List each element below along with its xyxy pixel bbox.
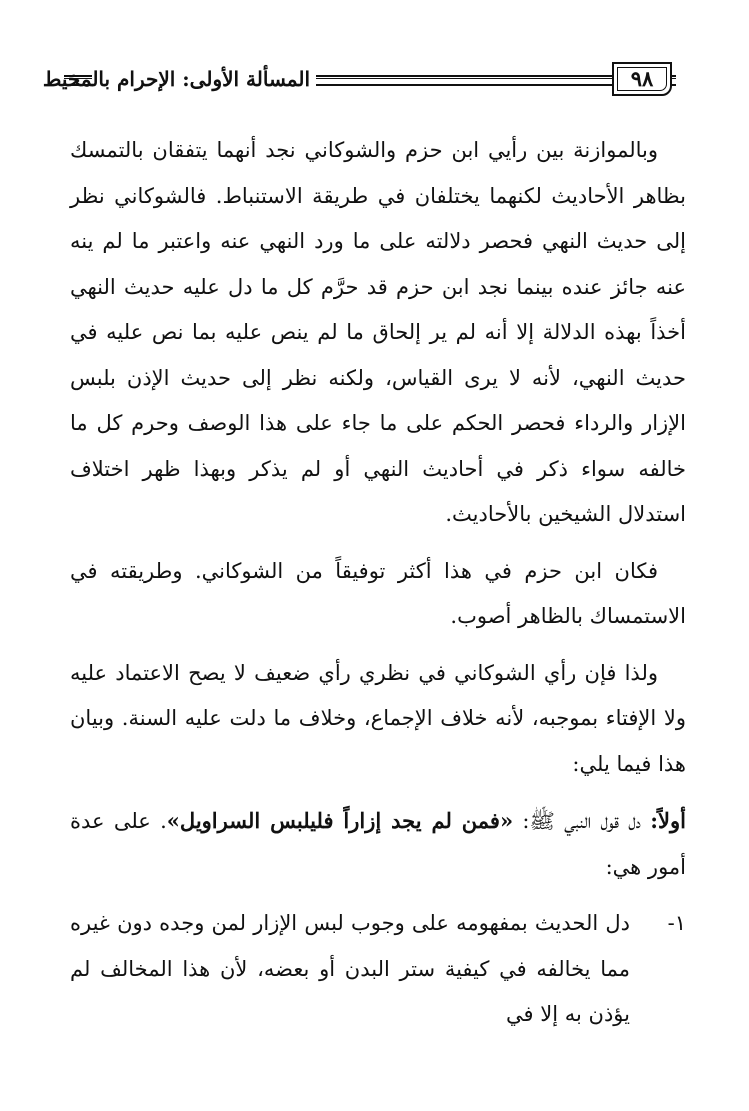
list-marker: ١- [667, 911, 686, 935]
paragraph-conclusion: فكان ابن حزم في هذا أكثر توفيقاً من الشوكاني. وطريقته في الاستمساك بالظاهر أصوب. [70, 558, 686, 628]
page-number: ٩٨ [630, 66, 654, 91]
paragraph-comparison: وبالموازنة بين رأيي ابن حزم والشوكاني نجد أنهما يتفقان بالتمسك بظاهر الأحاديث لكنهما يختلفان في طريقة الاستنباط. فالشوكاني نظر إلى حديث النهي فحصر دلالته على ما ورد النهي عنه واعتبر ما لم ينه عنه جائز عنده بينما نجد ابن حزم قد حرَّم كل ما دل عليه حديث النهي أخذاً بهذه الدلالة إلا أنه لم ير إلحاق ما لم ينص عليه بما نص عليه في حديث النهي، لأنه لا يرى القياس، ولكنه نظر إلى حديث الإذن بلبس الإزار والرداء فحصر الحكم على ما جاء على هذا الوصف وحرم كل ما خالفه سواء ذكر في أحاديث النهي أو لم يذكر وبهذا ظهر اختلاف استدلال الشيخين بالأحاديث. [70, 138, 686, 526]
running-header [42, 62, 686, 96]
page-number-frame [612, 62, 672, 96]
list-item [70, 901, 686, 1038]
paragraph-opinion: ولذا فإن رأي الشوكاني في نظري رأي ضعيف لا يصح الاعتماد عليه ولا الإفتاء بموجبه، لأنه خلاف الإجماع، وخلاف ما دلت عليه السنة. وبيان هذا فيما يلي: [70, 660, 686, 776]
list-item-text: دل الحديث بمفهومه على وجوب لبس الإزار لمن وجده دون غيره مما يخالفه في كيفية ستر البدن أو بعضه، لأن هذا المخالف لم يؤذن به إلا في [70, 911, 630, 1026]
running-title: المسألة الأولى: الإحرام بالمخيط [42, 67, 310, 91]
hadith-quote: «فمن لم يجد إزاراً فليلبس السراويل» [166, 808, 514, 833]
point-intro: دل قول النبي ﷺ: [513, 809, 651, 833]
paragraph-first-point [70, 798, 686, 890]
main-text [70, 128, 686, 1038]
point-continuation: . على عدة أمور هي: [70, 809, 686, 879]
point-lead: أولاً: [650, 808, 686, 833]
